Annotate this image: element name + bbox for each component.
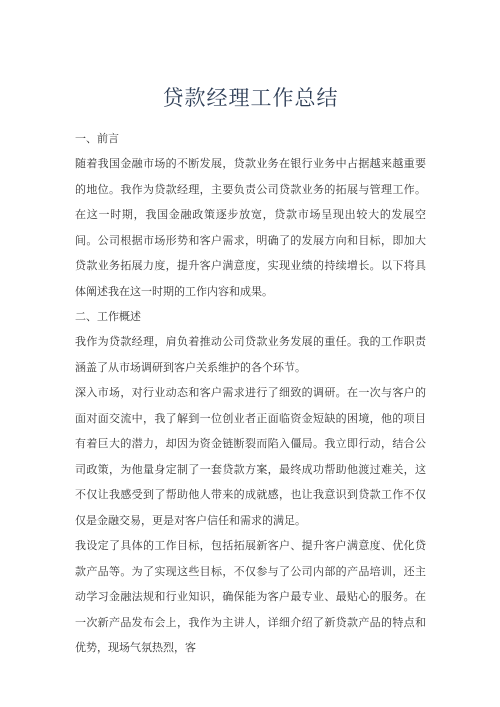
paragraph: 随着我国金融市场的不断发展，贷款业务在银行业务中占据越来越重要的地位。我作为贷款经理，主要负责公司贷款业务的拓展与管理工作。在这一时期，我国金融政策逐步放宽，贷款市场呈现出较大的发展空间。公司根据市场形势和客户需求，明确了的发展方向和目标，即加大贷款业务拓展力度，提升客户满意度，实现业绩的持续增长。以下将具体阐述我在这一时期的工作内容和成果。 [75, 157, 426, 298]
paragraph: 我设定了具体的工作目标，包括拓展新客户、提升客户满意度、优化贷款产品等。为了实现这些目标，不仅参与了公司内部的产品培训，还主动学习金融法规和行业知识，确保能为客户最专业、最贴心的服务。在一次新产品发布会上，我作为主讲人，详细介绍了新贷款产品的特点和优势，现场气氛热烈，客 [75, 539, 426, 654]
section-preface [75, 126, 426, 304]
paragraph: 深入市场，对行业动态和客户需求进行了细致的调研。在一次与客户的面对面交流中，我了解到一位创业者正面临资金短缺的困境，他的项目有着巨大的潜力，却因为资金链断裂而陷入僵局。我立即行动，结合公司政策，为他量身定制了一套贷款方案，最终成功帮助他渡过难关，这不仅让我感受到了帮助他人带来的成就感，也让我意识到贷款工作不仅仅是金融交易，更是对客户信任和需求的满足。 [75, 386, 426, 527]
document-title: 贷款经理工作总结 [162, 86, 339, 110]
section-overview [75, 304, 426, 661]
paragraph: 我作为贷款经理，肩负着推动公司贷款业务发展的重任。我的工作职责涵盖了从市场调研到客户关系维护的各个环节。 [75, 335, 426, 374]
section-heading: 二、工作概述 [75, 310, 141, 323]
section-heading: 一、前言 [75, 132, 119, 145]
